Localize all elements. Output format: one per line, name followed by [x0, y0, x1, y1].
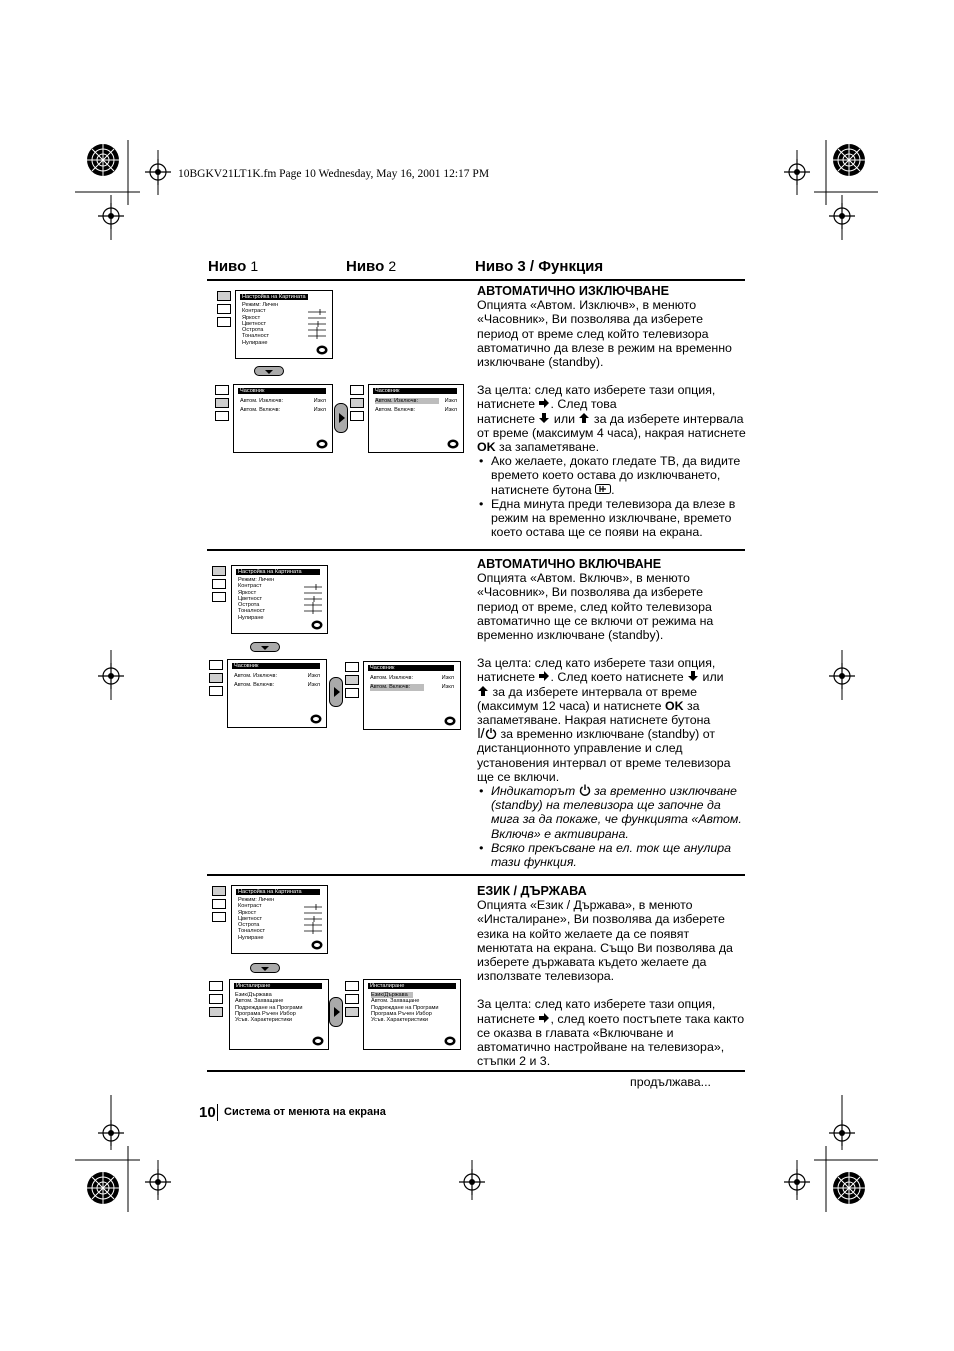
- picture-rows: [238, 897, 274, 941]
- ok-label: OK: [664, 698, 684, 713]
- up-arrow-icon: [578, 412, 590, 424]
- down-arrow-icon: [687, 670, 699, 682]
- clock-icon: [215, 398, 229, 408]
- picture-menu-s3: [231, 885, 328, 954]
- row: Режим: Личен: [242, 302, 279, 308]
- picture-icon: [209, 981, 223, 991]
- clock-icon: [217, 304, 231, 314]
- row: Режим: Личен: [238, 897, 275, 903]
- rule-top: [207, 279, 745, 281]
- picture-rows: [242, 302, 278, 346]
- row-selected: Автом. Изключв:: [375, 398, 439, 404]
- bullet: • Всяко прекъсване на ел. ток ще анулира тази функция.: [491, 841, 747, 869]
- row: Усъв. Характеристики: [371, 1017, 429, 1024]
- row: Усъв. Характеристики: [235, 1017, 293, 1024]
- bullet: [491, 454, 747, 497]
- page-number: 10: [199, 1104, 216, 1121]
- bullet-list: [477, 454, 747, 539]
- paragraph: Опцията «Автом. Включв», в менюто «Часовник», Ви позволява да изберете период от време, след който телевизора автоматично ще се включи от режима на временно изключване (standby).: [477, 571, 714, 643]
- install-menu-s3b: [363, 979, 461, 1050]
- slider-marks: [304, 583, 324, 619]
- picture-icon: [345, 981, 359, 991]
- clock-icon: [350, 398, 364, 408]
- right-nav-icon: [329, 997, 343, 1027]
- section-language-country: [477, 884, 747, 1068]
- text: За целта: след като изберете тази опция, натиснете: [477, 656, 716, 685]
- install-rows: [235, 992, 303, 1023]
- text: За целта: след като изберете тази опция, натиснете: [477, 997, 716, 1026]
- down-nav-icon: [250, 642, 280, 652]
- ok-button-icon: [312, 1036, 324, 1046]
- row: Нулиране: [238, 614, 264, 621]
- standby-button-icon: [477, 727, 497, 739]
- toolbox-icon: [209, 686, 223, 696]
- ok-button-icon: [311, 620, 323, 630]
- timer-rows: [370, 675, 424, 691]
- menu-title: Настройка на Картината: [236, 569, 320, 575]
- value: Изкл: [313, 398, 326, 404]
- row: Яркост: [238, 909, 257, 916]
- toolbox-icon: [215, 411, 229, 421]
- clock-icon: [209, 673, 223, 683]
- timer-rows: [240, 398, 283, 414]
- row: Контраст: [238, 903, 262, 910]
- picture-icon: [212, 886, 226, 896]
- toolbox-icon: [217, 317, 231, 327]
- value: Изкл: [444, 398, 457, 404]
- paragraph: Опцията «Автом. Изключв», в менюто «Часовник», Ви позволява да изберете период от време след който телевизора автоматично да влезе в режим на временно изключване (standby).: [477, 298, 732, 370]
- row: Програма Ръчен Избор: [235, 1010, 296, 1017]
- picture-rows: [238, 577, 274, 621]
- value: Изкл: [441, 684, 454, 690]
- menu-title: Инсталиране: [234, 983, 322, 989]
- row: Нулиране: [242, 339, 268, 346]
- slider-marks: [304, 903, 324, 939]
- toolbox-icon: [209, 1007, 223, 1017]
- toolbox-icon: [345, 1007, 359, 1017]
- row: Автом. Включв:: [234, 682, 275, 689]
- row: Тоналност: [242, 333, 270, 340]
- level2-num: 2: [388, 258, 397, 274]
- row: Нулиране: [238, 934, 264, 941]
- continues-label: продължава...: [630, 1075, 711, 1089]
- value: Изкл: [444, 407, 457, 413]
- ok-button-icon: [310, 714, 322, 724]
- level1-num: 1: [250, 258, 259, 274]
- row: Автом. Изключв:: [234, 673, 278, 679]
- timer-rows: [234, 673, 277, 689]
- column-level-2: [346, 258, 396, 275]
- clock-icon: [209, 994, 223, 1004]
- row: Острота: [242, 327, 264, 334]
- menu-title: Часовник: [373, 388, 457, 394]
- picture-icon: [212, 566, 226, 576]
- row: Подреждане на Програми: [235, 1004, 303, 1011]
- timer-menu-s1b: [368, 384, 464, 453]
- menu-icons-s1b: [215, 385, 231, 424]
- row: Цветност: [238, 915, 263, 922]
- section-title: ЕЗИК / ДЪРЖАВА: [477, 884, 587, 898]
- right-nav-icon: [329, 677, 343, 707]
- clock-icon: [345, 675, 359, 685]
- row: Режим: Личен: [238, 577, 275, 583]
- text: за временно изключване (standby) от дистанционното управление и след установения интервал от време телевизора ще се включи.: [477, 727, 731, 784]
- up-arrow-icon: [477, 685, 489, 697]
- rule-section3: [207, 874, 745, 876]
- menu-title: Настройка на Картината: [236, 889, 320, 895]
- text: за запаметяване.: [499, 440, 600, 455]
- paragraph: Опцията «Език / Държава», в менюто «Инсталиране», Ви позволява да изберете езика на който желаете да се появят менютата на екрана. Също Ви позволява да изберете държавата където желаете да използвате телевизора.: [477, 898, 733, 984]
- down-nav-icon: [250, 963, 280, 973]
- row: Контраст: [242, 308, 266, 315]
- text: . След това: [550, 397, 617, 412]
- menu-title: Часовник: [368, 665, 454, 671]
- menu-title: Инсталиране: [368, 983, 456, 989]
- menu-icons-s1a: [217, 291, 233, 330]
- right-arrow-icon: [538, 670, 550, 682]
- clock-icon: [212, 899, 226, 909]
- row: Цветност: [242, 320, 267, 327]
- power-icon: [579, 784, 591, 796]
- column-level-1: [208, 258, 258, 275]
- paragraph-instructions: [477, 997, 747, 1068]
- text: или: [553, 411, 575, 426]
- clock-icon: [345, 994, 359, 1004]
- ok-button-icon: [316, 345, 328, 355]
- value: Изкл: [307, 682, 320, 688]
- menu-icons-s1c: [350, 385, 366, 424]
- row: Цветност: [238, 595, 263, 602]
- text: За целта: след като изберете тази опция, натиснете: [477, 383, 716, 412]
- row: Подреждане на Програми: [371, 1004, 439, 1011]
- value: Изкл: [313, 407, 326, 413]
- section-title: АВТОМАТИЧНО ИЗКЛЮЧВАНЕ: [477, 284, 670, 298]
- row: Острота: [238, 602, 260, 609]
- section-auto-on: [477, 557, 747, 869]
- menu-icons-s2b: [209, 660, 225, 699]
- file-header: 10BGKV21LT1K.fm Page 10 Wednesday, May 16, 2001 12:17 PM: [178, 168, 490, 180]
- slider-marks: [308, 308, 328, 344]
- ok-label: OK: [477, 440, 496, 455]
- picture-menu-s1: [235, 290, 333, 359]
- right-arrow-icon: [538, 1012, 550, 1024]
- rule-bottom: [207, 1070, 745, 1072]
- value: Изкл: [441, 675, 454, 681]
- install-rows: [371, 992, 439, 1023]
- right-nav-icon: [334, 403, 348, 433]
- text: Индикаторът: [491, 784, 576, 799]
- row-selected: Език/Държава: [371, 992, 413, 998]
- text: . След което натиснете: [550, 670, 684, 685]
- text: за временно изключване (standby) на телевизора ще започне да мига за да покаже, че функцията «Автом. Включв» е активирана.: [491, 784, 742, 841]
- text: Ако желаете, докато гледате ТВ, да видите времето което остава до изключването, натиснете бутона: [491, 454, 741, 497]
- toolbox-icon: [345, 688, 359, 698]
- timer-rows: [375, 398, 439, 414]
- text: , след което постъпете така както се оказва в главата «Включване и автоматично настройване на телевизора», стъпки 2 и 3.: [477, 1011, 745, 1069]
- right-arrow-icon: [538, 397, 550, 409]
- row: Яркост: [242, 314, 261, 321]
- down-arrow-icon: [538, 412, 550, 424]
- row: Автом. Включв:: [375, 407, 416, 414]
- menu-icons-s3a: [212, 886, 228, 925]
- section-title: АВТОМАТИЧНО ВКЛЮЧВАНЕ: [477, 557, 662, 571]
- text: за запаметяване. Накрая натиснете бутона: [477, 698, 711, 728]
- row: Острота: [238, 922, 260, 929]
- text: .: [611, 482, 615, 497]
- row: Автом. Изключв:: [370, 675, 414, 681]
- text: натиснете: [477, 411, 536, 426]
- row: Автом. Захващане: [371, 998, 420, 1005]
- row: Яркост: [238, 589, 257, 596]
- row: Автом. Изключв:: [240, 398, 284, 404]
- picture-icon: [350, 385, 364, 395]
- picture-menu-s2: [231, 565, 328, 634]
- ok-button-icon: [447, 439, 459, 449]
- row: Автом. Захващане: [235, 998, 284, 1005]
- menu-icons-s3c: [345, 981, 361, 1020]
- menu-title: Часовник: [238, 388, 326, 394]
- page-caption: Система от менюта на екрана: [224, 1106, 386, 1118]
- picture-icon: [345, 662, 359, 672]
- timer-menu-s2a: [227, 659, 327, 728]
- menu-title: Часовник: [232, 663, 320, 669]
- row: Контраст: [238, 583, 262, 590]
- install-menu-s3a: [229, 979, 329, 1050]
- level2-word: Ниво: [346, 258, 385, 275]
- row: Тоналност: [238, 928, 266, 935]
- toolbox-icon: [212, 912, 226, 922]
- menu-icons-s2c: [345, 662, 361, 701]
- value: Изкл: [307, 673, 320, 679]
- bullet: [491, 784, 747, 841]
- page-separator: [217, 1104, 218, 1121]
- rule-section2: [207, 549, 745, 551]
- toolbox-icon: [212, 592, 226, 602]
- section-auto-off: [477, 284, 747, 539]
- row: Автом. Включв:: [240, 407, 281, 414]
- paragraph-instructions: [477, 656, 747, 784]
- text: за да изберете интервала от време (максимум 12 часа) и натиснете: [477, 684, 698, 713]
- toolbox-icon: [350, 411, 364, 421]
- menu-icons-s3b: [209, 981, 225, 1020]
- bullet-list: [477, 784, 747, 869]
- paragraph-instructions: [477, 383, 747, 454]
- info-button-icon: [595, 483, 611, 495]
- row: Тоналност: [238, 608, 266, 615]
- row: Език/Държава: [235, 992, 272, 998]
- ok-button-icon: [316, 439, 328, 449]
- row-selected: Автом. Включв:: [370, 684, 424, 690]
- column-level-3: Ниво 3 / Функция: [475, 258, 604, 275]
- menu-title: Настройка на Картината: [242, 294, 306, 300]
- picture-icon: [217, 291, 231, 301]
- ok-button-icon: [311, 940, 323, 950]
- picture-icon: [209, 660, 223, 670]
- ok-button-icon: [444, 716, 456, 726]
- timer-menu-s2b: [363, 661, 461, 730]
- level1-word: Ниво: [208, 258, 247, 275]
- down-nav-icon: [254, 366, 284, 376]
- bullet: • Една минута преди телевизора да влезе в режим на временно изключване, времето което остава ще се появи на екрана.: [491, 497, 747, 540]
- text: или: [702, 670, 724, 685]
- clock-icon: [212, 579, 226, 589]
- menu-icons-s2a: [212, 566, 228, 605]
- ok-button-icon: [444, 1036, 456, 1046]
- text: за да изберете интервала от време (максимум 4 часа), накрая натиснете: [477, 411, 746, 440]
- picture-icon: [215, 385, 229, 395]
- row: Програма Ръчен Избор: [371, 1010, 432, 1017]
- timer-menu-s1a: [233, 384, 333, 453]
